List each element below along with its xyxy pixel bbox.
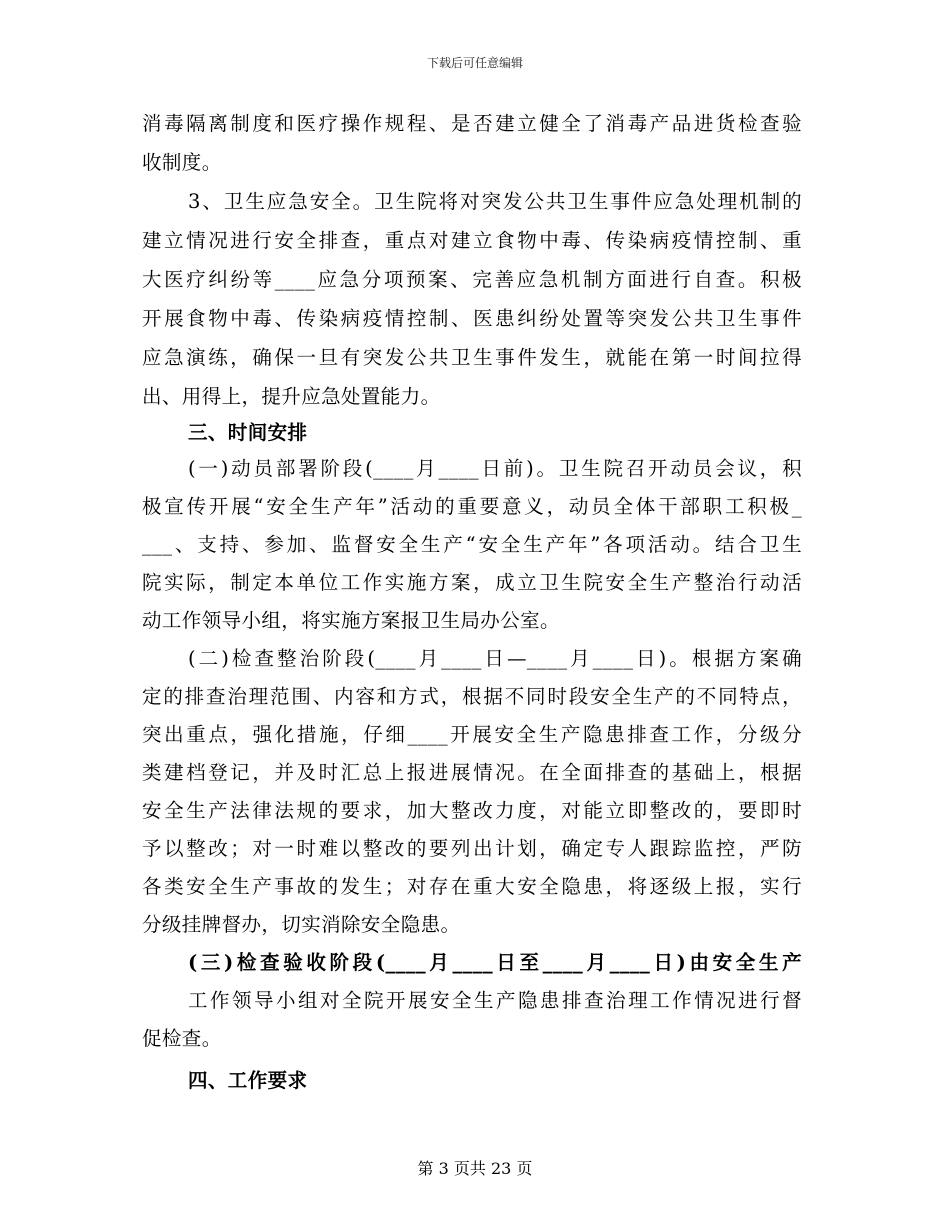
text-line: 应急演练，确保一旦有突发公共卫生事件发生，就能在第一时间拉得 — [142, 346, 802, 369]
subsection-heading: (三)检查验收阶段(____月____日至____月____日)由安全生产 — [188, 951, 802, 974]
text-line: 建立情况进行安全排查，重点对建立食物中毒、传染病疫情控制、重 — [142, 229, 802, 252]
text-line: 极宣传开展“安全生产年”活动的重要意义，动员全体干部职工积极_ — [142, 495, 802, 518]
text-line: 安全生产法律法规的要求，加大整改力度，对能立即整改的，要即时 — [142, 799, 802, 822]
text-line: 院实际，制定本单位工作实施方案，成立卫生院安全生产整治行动活 — [142, 571, 802, 594]
text-line: 定的排查治理范围、内容和方式，根据不同时段安全生产的不同特点， — [142, 685, 802, 708]
text-line: 3、卫生应急安全。卫生院将对突发公共卫生事件应急处理机制的 — [188, 190, 802, 213]
text-line: (一)动员部署阶段(____月____日前)。卫生院召开动员会议，积 — [188, 457, 802, 480]
text-line: 开展食物中毒、传染病疫情控制、医患纠纷处置等突发公共卫生事件 — [142, 307, 802, 330]
section-heading: 三、时间安排 — [188, 421, 308, 444]
text-line: ___、支持、参加、监督安全生产“安全生产年”各项活动。结合卫生 — [142, 533, 802, 556]
text-line: 大医疗纠纷等____应急分项预案、完善应急机制方面进行自查。积极 — [142, 268, 802, 291]
text-line: 出、用得上，提升应急处置能力。 — [142, 385, 441, 408]
text-line: 动工作领导小组，将实施方案报卫生局办公室。 — [142, 609, 560, 632]
text-line: 收制度。 — [142, 151, 222, 174]
text-line: 类建档登记，并及时汇总上报进展情况。在全面排查的基础上，根据 — [142, 761, 802, 784]
text-line: 突出重点，强化措施，仔细____开展安全生产隐患排查工作，分级分 — [142, 723, 802, 746]
text-line: 促检查。 — [142, 1027, 222, 1050]
page-header: 下载后可任意编辑 — [426, 56, 523, 70]
page-footer: 第 3 页共 23 页 — [417, 1159, 533, 1178]
text-line: 分级挂牌督办，切实消除安全隐患。 — [142, 913, 461, 936]
text-line: (二)检查整治阶段(____月____日—____月____日)。根据方案确 — [188, 647, 802, 670]
text-line: 予以整改；对一时难以整改的要列出计划，确定专人跟踪监控，严防 — [142, 837, 802, 860]
section-heading: 四、工作要求 — [188, 1069, 308, 1092]
text-line: 消毒隔离制度和医疗操作规程、是否建立健全了消毒产品进货检查验 — [142, 112, 802, 135]
text-line: 工作领导小组对全院开展安全生产隐患排查治理工作情况进行督 — [188, 989, 802, 1012]
text-line: 各类安全生产事故的发生；对存在重大安全隐患，将逐级上报，实行 — [142, 875, 802, 898]
